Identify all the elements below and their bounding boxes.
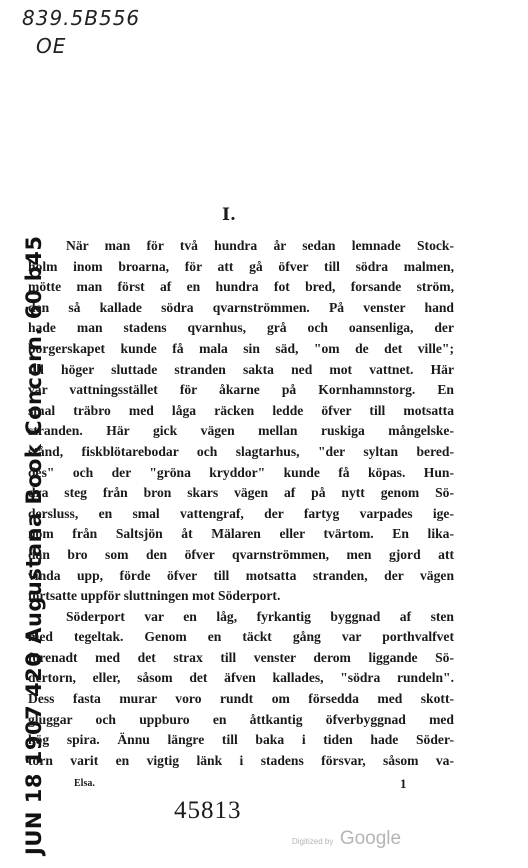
text-line: Dess fasta murar voro rundt om försedda med skott-: [28, 691, 454, 707]
text-line: Söderport var en låg, fyrkantig byggnad af sten: [66, 608, 454, 624]
text-line: smal träbro med låga räcken ledde öfver till motsatta: [28, 402, 454, 418]
accession-number: 45813: [174, 797, 242, 824]
signature-mark: Elsa.: [74, 778, 95, 789]
google-logo: Google: [339, 828, 402, 849]
text-line: dra steg från bron skars vägen af på nytt genom Sö-: [28, 485, 454, 501]
text-line: mötte man först af en hundra fot bred, forsande ström,: [28, 279, 454, 295]
text-line: des" och der "gröna kryddor" kunde få köpas. Hun-: [28, 464, 454, 480]
text-line: stånd, fiskblötarebodar och slagtarhus, "der syltan bered-: [28, 443, 454, 459]
text-line: dertorn, eller, såsom det äfven kallades, "södra rundeln".: [28, 670, 454, 686]
text-line: med tegeltak. Genom en täckt gång var porthvalfvet: [28, 629, 454, 645]
text-line: var vattningsstället för åkarne på Kornhamnstorg. En: [28, 382, 454, 398]
text-line: den så kallade södra qvarnströmmen. På venster hand: [28, 299, 454, 315]
text-line: stranden. Här gick vägen mellan ruskiga mångelske-: [28, 423, 454, 439]
library-stamp-text: JUN 18 1907 420 Augustana Book Concern. 60 b45: [22, 235, 46, 855]
text-line: hade man stadens qvarnhus, grå och oansenliga, der: [28, 320, 454, 336]
handwritten-shelf-mark: OE: [36, 34, 67, 58]
text-line: förenadt med det strax till venster derom liggande Sö-: [28, 649, 454, 665]
page-number: 1: [400, 776, 407, 791]
text-line: dersluss, en smal vattengraf, der fartyg varpades ige-: [28, 505, 454, 521]
text-line: borgerskapet kunde få mala sin säd, "om de det ville";: [28, 340, 454, 356]
text-line: vinda upp, förde öfver till motsatta stranden, der vägen: [28, 567, 454, 583]
handwritten-call-number: 839.5B556: [22, 6, 141, 30]
text-line: holm inom broarna, för att gå öfver till södra malmen,: [28, 258, 454, 274]
text-line: nom från Saltsjön åt Mälaren eller tvärtom. En lika-: [28, 526, 454, 542]
digitized-by-label: Digitized by: [292, 837, 334, 846]
text-line: till höger sluttade stranden sakta ned mot vattnet. Här: [28, 361, 454, 377]
text-line: När man för två hundra år sedan lemnade Stock-: [66, 238, 454, 253]
text-line: hög spira. Ännu längre till baka i tiden hade Söder-: [28, 732, 454, 748]
text-line: dan bro som den öfver qvarnströmmen, men gjord att: [28, 546, 454, 562]
digitized-by-google-watermark: [292, 828, 401, 850]
text-line: gluggar och uppburo en åttkantig öfverbyggnad med: [28, 711, 454, 727]
text-line: fortsatte uppför sluttningen mot Söderport.: [28, 588, 281, 604]
text-line: torn varit en vigtig länk i stadens försvar, såsom va-: [28, 752, 454, 768]
chapter-heading: I.: [222, 205, 236, 225]
body-text: [28, 236, 454, 771]
